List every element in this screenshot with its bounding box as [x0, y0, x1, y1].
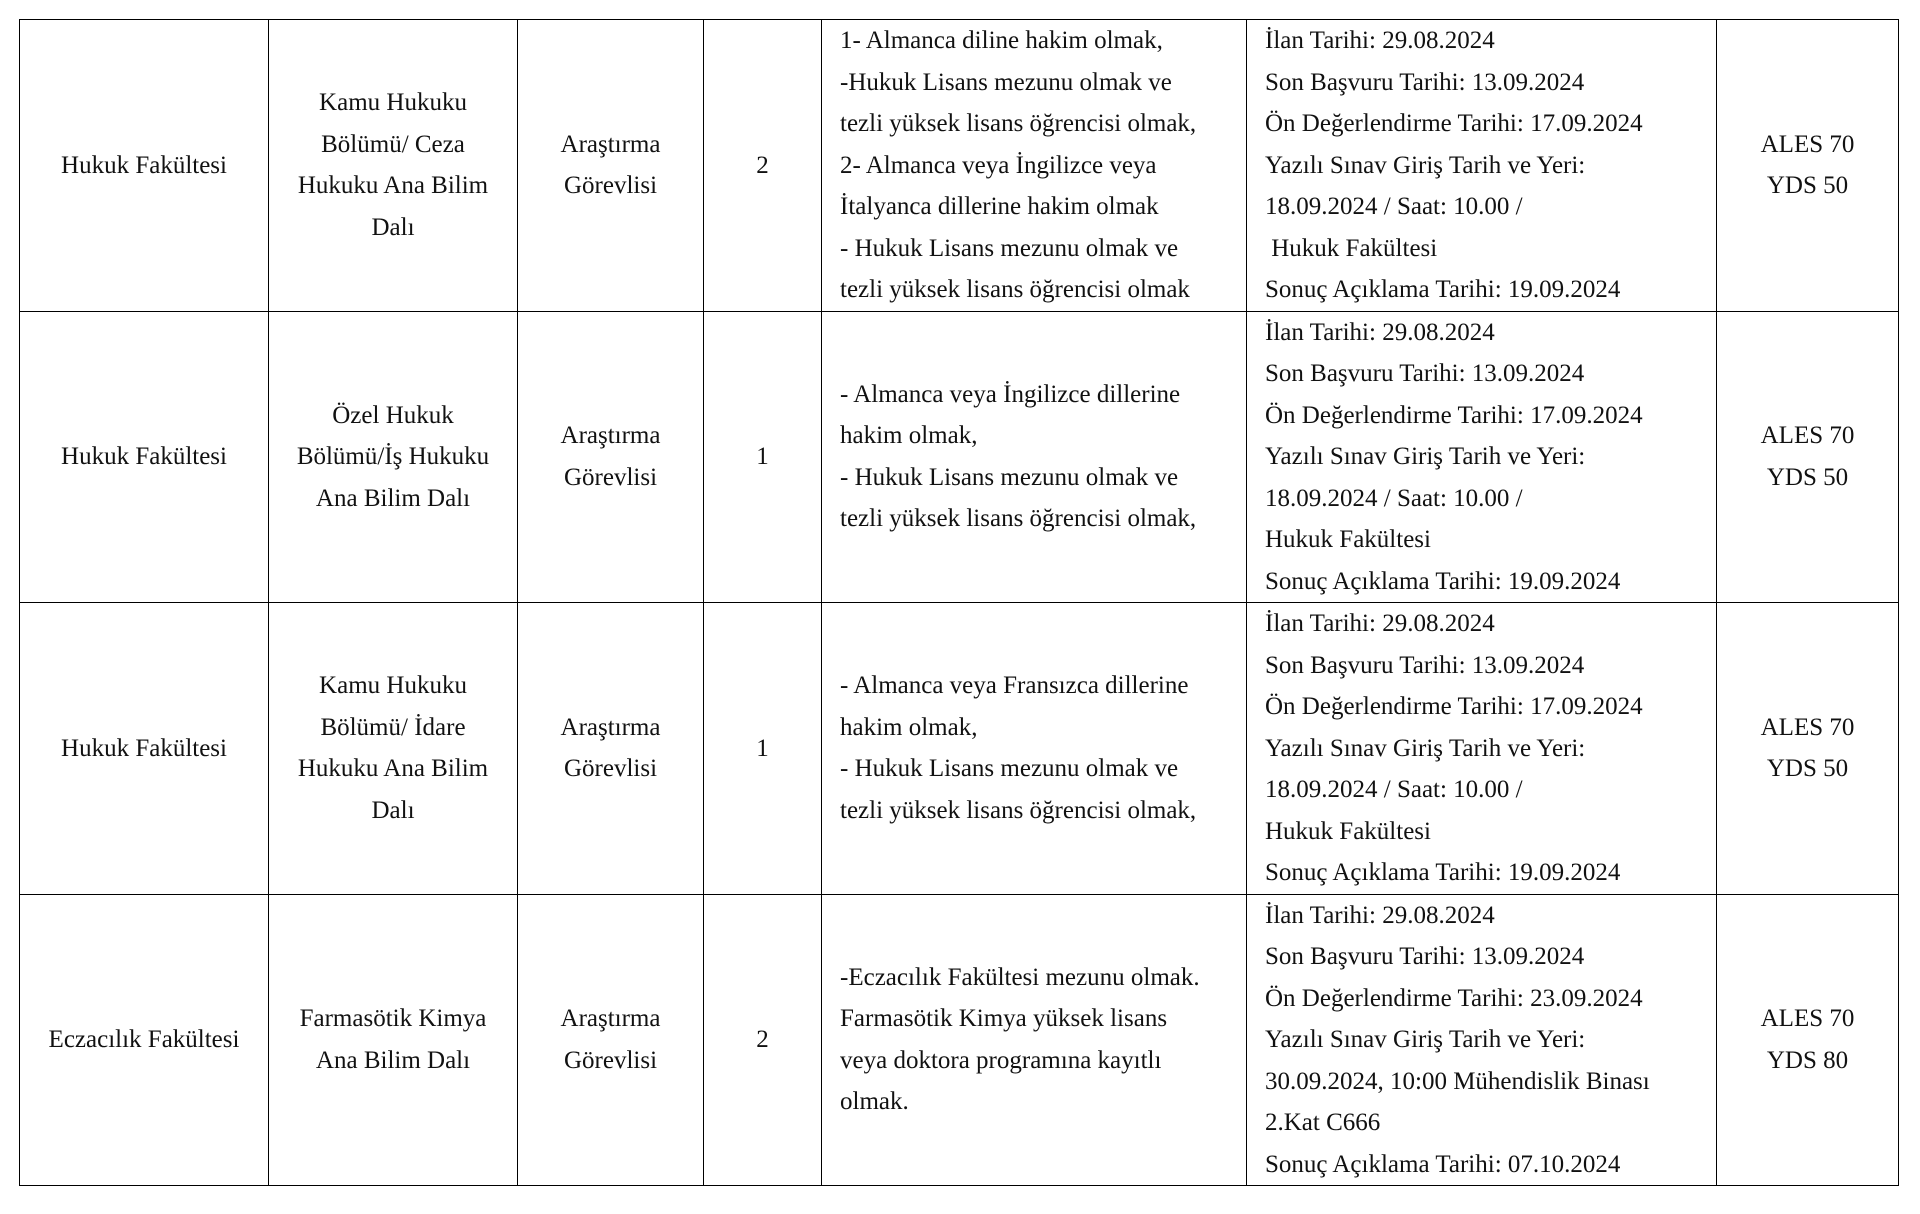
scores-cell: [1717, 894, 1899, 1186]
requirement-line: 1- Almanca diline hakim olmak,: [840, 27, 1163, 54]
requirement-line: -Eczacılık Fakültesi mezunu olmak.: [840, 963, 1200, 991]
quota-text: 2: [756, 1026, 769, 1053]
quota-cell: [704, 894, 822, 1186]
requirement-line: tezli yüksek lisans öğrencisi olmak: [840, 276, 1190, 303]
department-cell: [269, 311, 518, 603]
department-line: Farmasötik Kimya: [299, 1005, 487, 1033]
date-line: 18.09.2024 / Saat: 10.00 /: [1265, 484, 1523, 512]
date-line: Yazılı Sınav Giriş Tarih ve Yeri:: [1265, 443, 1586, 470]
requirement-line: tezli yüksek lisans öğrencisi olmak,: [840, 796, 1197, 824]
requirements-cell: [822, 894, 1247, 1186]
date-line: 18.09.2024 / Saat: 10.00 /: [1265, 193, 1523, 220]
requirement-line: 2- Almanca veya İngilizce veya: [840, 151, 1157, 179]
department-line: Kamu Hukuku: [319, 672, 467, 700]
date-line: Ön Değerlendirme Tarihi: 17.09.2024: [1265, 693, 1643, 720]
position-line: Araştırma: [560, 713, 661, 741]
positions-table: [19, 19, 1899, 1186]
date-line: Yazılı Sınav Giriş Tarih ve Yeri:: [1265, 734, 1586, 762]
department-line: Bölümü/ Ceza: [321, 130, 465, 158]
date-line: Son Başvuru Tarihi: 13.09.2024: [1265, 68, 1585, 96]
requirements-cell: [822, 20, 1247, 312]
quota-cell: [704, 311, 822, 603]
date-line: Son Başvuru Tarihi: 13.09.2024: [1265, 943, 1585, 970]
position-line: Görevlisi: [563, 1046, 658, 1074]
score-line: YDS 50: [1766, 463, 1849, 491]
department-line: Bölümü/ İdare: [320, 713, 466, 741]
requirement-line: tezli yüksek lisans öğrencisi olmak,: [840, 505, 1197, 533]
score-line: ALES 70: [1760, 713, 1855, 741]
table-row: [20, 894, 1899, 1186]
department-line: Hukuku Ana Bilim: [297, 172, 489, 200]
department-cell: [269, 894, 518, 1186]
score-line: ALES 70: [1760, 1005, 1855, 1033]
score-line: ALES 70: [1760, 130, 1855, 158]
position-line: Araştırma: [560, 130, 661, 158]
faculty-text: Eczacılık Fakültesi: [48, 1026, 240, 1053]
department-line: Ana Bilim Dalı: [315, 484, 471, 512]
requirement-line: -Hukuk Lisans mezunu olmak ve: [840, 68, 1172, 96]
date-line: 2.Kat C666: [1265, 1109, 1381, 1136]
date-line: İlan Tarihi: 29.08.2024: [1265, 27, 1495, 54]
requirement-line: - Hukuk Lisans mezunu olmak ve: [840, 463, 1179, 491]
quota-text: 2: [756, 151, 769, 179]
date-line: Son Başvuru Tarihi: 13.09.2024: [1265, 651, 1585, 679]
faculty-cell: [20, 603, 269, 895]
date-line: Sonuç Açıklama Tarihi: 19.09.2024: [1265, 859, 1621, 886]
requirement-line: - Hukuk Lisans mezunu olmak ve: [840, 755, 1179, 783]
requirements-cell: [822, 603, 1247, 895]
position-line: Görevlisi: [563, 463, 658, 491]
requirement-line: İtalyanca dillerine hakim olmak: [840, 193, 1159, 220]
date-line: 18.09.2024 / Saat: 10.00 /: [1265, 776, 1523, 803]
date-line: Yazılı Sınav Giriş Tarih ve Yeri:: [1265, 151, 1586, 179]
table-row: [20, 311, 1899, 603]
date-line: Sonuç Açıklama Tarihi: 19.09.2024: [1265, 276, 1621, 303]
department-line: Hukuku Ana Bilim: [297, 755, 489, 783]
date-line: Hukuk Fakültesi: [1265, 234, 1438, 262]
score-line: YDS 50: [1766, 172, 1849, 200]
positions-table-body: [20, 20, 1899, 1186]
faculty-cell: [20, 311, 269, 603]
date-line: Hukuk Fakültesi: [1265, 526, 1431, 553]
dates-cell: [1247, 311, 1717, 603]
requirement-line: olmak.: [840, 1088, 909, 1116]
date-line: Ön Değerlendirme Tarihi: 17.09.2024: [1265, 110, 1643, 137]
department-cell: [269, 20, 518, 312]
department-cell: [269, 603, 518, 895]
department-line: Kamu Hukuku: [319, 89, 467, 117]
scores-cell: [1717, 603, 1899, 895]
scores-cell: [1717, 311, 1899, 603]
requirements-cell: [822, 311, 1247, 603]
dates-cell: [1247, 20, 1717, 312]
department-line: Ana Bilim Dalı: [315, 1046, 471, 1074]
scores-cell: [1717, 20, 1899, 312]
requirement-line: - Almanca veya Fransızca dillerine: [840, 672, 1189, 700]
requirement-line: hakim olmak,: [840, 713, 978, 741]
quota-cell: [704, 20, 822, 312]
dates-cell: [1247, 603, 1717, 895]
faculty-cell: [20, 20, 269, 312]
position-cell: [518, 603, 704, 895]
requirement-line: tezli yüksek lisans öğrencisi olmak,: [840, 110, 1197, 137]
faculty-text: Hukuk Fakültesi: [61, 151, 227, 179]
date-line: İlan Tarihi: 29.08.2024: [1265, 610, 1495, 637]
faculty-text: Hukuk Fakültesi: [61, 443, 227, 470]
score-line: YDS 80: [1766, 1046, 1849, 1074]
date-line: Ön Değerlendirme Tarihi: 17.09.2024: [1265, 401, 1643, 429]
requirement-line: veya doktora programına kayıtlı: [840, 1046, 1162, 1074]
position-line: Araştırma: [560, 422, 661, 450]
position-cell: [518, 20, 704, 312]
date-line: Ön Değerlendirme Tarihi: 23.09.2024: [1265, 984, 1643, 1012]
date-line: Yazılı Sınav Giriş Tarih ve Yeri:: [1265, 1026, 1586, 1053]
date-line: Sonuç Açıklama Tarihi: 19.09.2024: [1265, 567, 1621, 595]
date-line: Son Başvuru Tarihi: 13.09.2024: [1265, 360, 1585, 387]
department-line: Bölümü/İş Hukuku: [296, 443, 490, 470]
quota-cell: [704, 603, 822, 895]
date-line: Sonuç Açıklama Tarihi: 07.10.2024: [1265, 1150, 1621, 1178]
department-line: Dalı: [371, 796, 415, 824]
requirement-line: - Almanca veya İngilizce dillerine: [840, 380, 1181, 408]
table-row: [20, 20, 1899, 312]
requirement-line: - Hukuk Lisans mezunu olmak ve: [840, 234, 1179, 262]
quota-text: 1: [756, 443, 769, 470]
position-cell: [518, 311, 704, 603]
dates-cell: [1247, 894, 1717, 1186]
requirement-line: Farmasötik Kimya yüksek lisans: [840, 1005, 1168, 1033]
faculty-cell: [20, 894, 269, 1186]
date-line: Hukuk Fakültesi: [1265, 817, 1431, 845]
position-cell: [518, 894, 704, 1186]
department-line: Özel Hukuk: [332, 401, 454, 429]
position-line: Görevlisi: [563, 755, 658, 783]
position-line: Araştırma: [560, 1005, 661, 1033]
score-line: YDS 50: [1766, 755, 1849, 783]
score-line: ALES 70: [1760, 422, 1855, 450]
date-line: İlan Tarihi: 29.08.2024: [1265, 901, 1495, 929]
department-line: Dalı: [371, 213, 415, 241]
quota-text: 1: [756, 734, 769, 762]
date-line: 30.09.2024, 10:00 Mühendislik Binası: [1265, 1067, 1650, 1095]
faculty-text: Hukuk Fakültesi: [61, 734, 227, 762]
date-line: İlan Tarihi: 29.08.2024: [1265, 318, 1495, 346]
requirement-line: hakim olmak,: [840, 422, 978, 450]
position-line: Görevlisi: [563, 172, 658, 200]
table-row: [20, 603, 1899, 895]
